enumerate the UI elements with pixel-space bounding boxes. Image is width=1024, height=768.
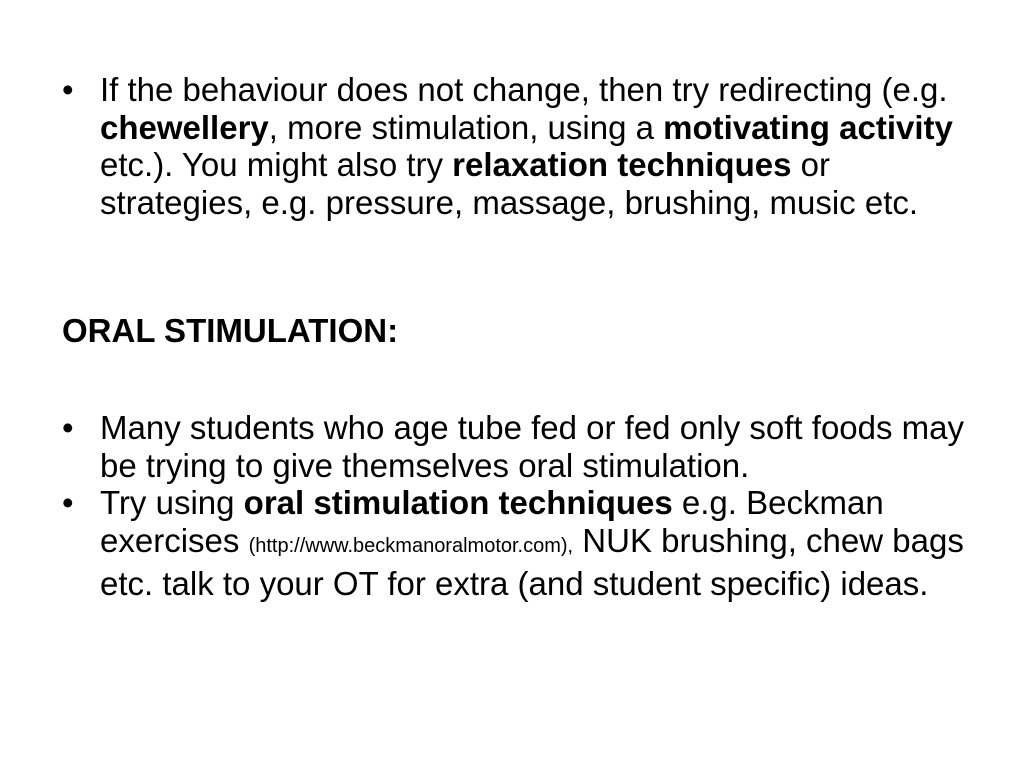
bold-term-relaxation-techniques: relaxation techniques xyxy=(452,146,792,183)
bullet-text xyxy=(100,484,972,603)
section-2-list xyxy=(62,409,972,603)
text-run: NUK brushing, chew bags etc. talk to your OT for extra (and student specific) ideas. xyxy=(100,521,964,602)
bullet-students xyxy=(62,409,972,484)
bullet-icon: • xyxy=(62,484,74,521)
text-run: , more stimulation, using a xyxy=(268,108,664,146)
text-run: or strategies, e.g. pressure, massage, brushing, music etc. xyxy=(100,146,919,221)
text-run: e.g. Beckman exercises xyxy=(100,484,884,559)
bullet-techniques xyxy=(62,484,972,603)
bullet-text xyxy=(100,71,972,221)
bullet-icon: • xyxy=(62,71,74,108)
bold-term-motivating-activity: motivating activity xyxy=(663,108,953,146)
bullet-text: Many students who age tube fed or fed only soft foods may be trying to give themselves oral stimulation. xyxy=(100,409,965,484)
bold-term-oral-stimulation-techniques: oral stimulation techniques xyxy=(243,484,673,521)
text-run: etc.). You might also try xyxy=(100,146,453,183)
section-heading: ORAL STIMULATION: xyxy=(62,312,399,349)
bullet-redirecting xyxy=(62,71,972,221)
link-text-beckman-url: (http://www.beckmanoralmotor.com), xyxy=(248,534,574,557)
bullet-icon: • xyxy=(62,409,74,446)
text-run: Try using xyxy=(100,484,244,521)
section-1-list xyxy=(62,71,972,221)
text-run: If the behaviour does not change, then try redirecting (e.g. xyxy=(100,71,948,108)
bold-term-chewellery: chewellery xyxy=(100,108,269,146)
